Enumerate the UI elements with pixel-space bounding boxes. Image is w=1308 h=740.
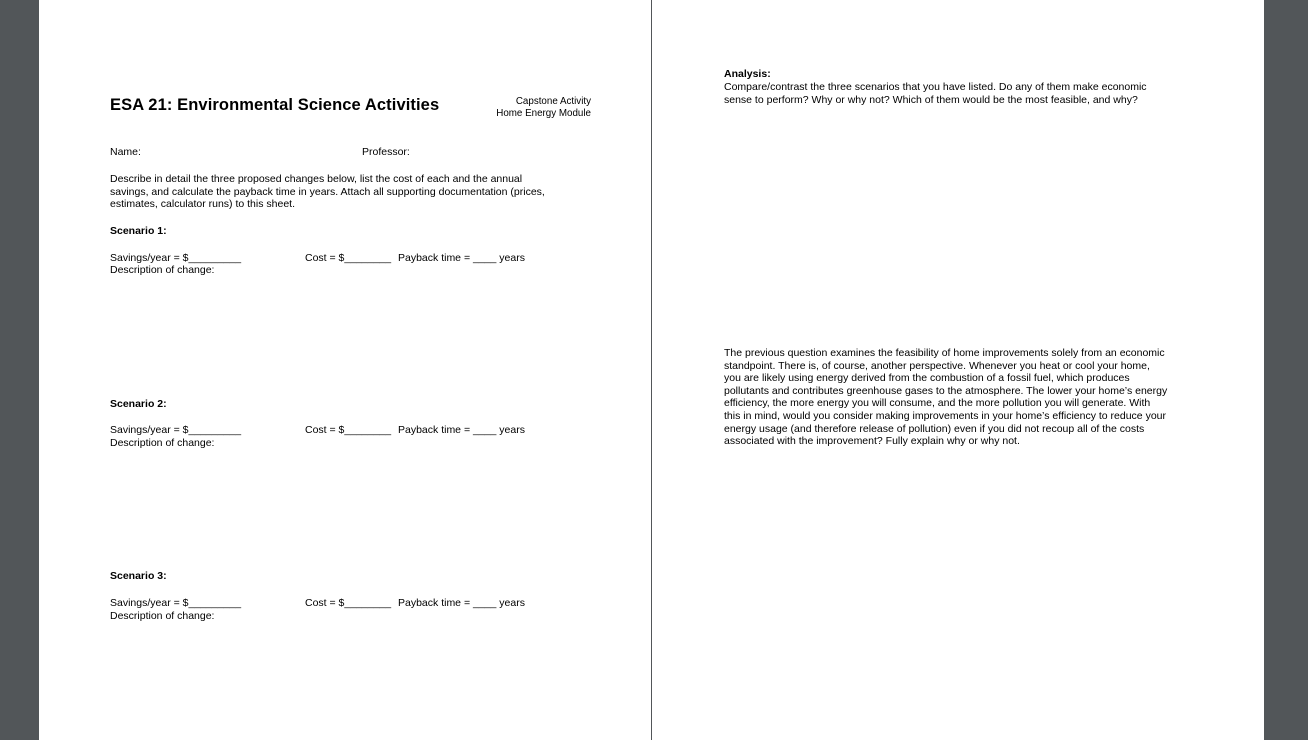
scenario-2-savings: Savings/year = $_________ bbox=[110, 424, 242, 436]
name-label: Name: bbox=[110, 146, 141, 158]
professor-label: Professor: bbox=[362, 146, 410, 158]
instructions bbox=[110, 173, 545, 211]
scenario-2-cost: Cost = $________ bbox=[305, 424, 392, 436]
analysis-question bbox=[724, 81, 1147, 106]
pollution-question-line: The previous question examines the feasibility of home improvements solely from an economic bbox=[724, 347, 1165, 359]
analysis-heading: Analysis: bbox=[724, 68, 771, 80]
header-activity: Capstone Activity bbox=[515, 96, 591, 107]
pollution-question-line: efficiency, the more energy you will consume, and the more pollution you will generate. With bbox=[724, 397, 1151, 410]
instructions-line: Describe in detail the three proposed changes below, list the cost of each and the annual bbox=[110, 173, 523, 185]
analysis-question-line: Compare/contrast the three scenarios that you have listed. Do any of them make economic bbox=[724, 81, 1147, 93]
scenario-1-description-label: Description of change: bbox=[110, 264, 215, 276]
scenario-3-cost: Cost = $________ bbox=[305, 597, 392, 609]
scenario-1-payback: Payback time = ____ years bbox=[398, 252, 525, 264]
pollution-question-line: you are likely using energy derived from the combustion of a fossil fuel, which produces bbox=[724, 372, 1130, 385]
scenario-3-payback: Payback time = ____ years bbox=[398, 597, 525, 609]
document-title: ESA 21: Environmental Science Activities bbox=[110, 96, 440, 114]
scenario-1-savings: Savings/year = $_________ bbox=[110, 252, 242, 264]
pollution-question-line: pollutants and contributes greenhouse gases to the atmosphere. The lower your home’s energy bbox=[724, 384, 1168, 397]
analysis-question-line: sense to perform? Why or why not? Which of them would be the most feasible, and why? bbox=[724, 93, 1138, 106]
header-module: Home Energy Module bbox=[496, 108, 591, 119]
pollution-question-line: energy usage (and therefore release of pollution) even if you did not recoup all of the costs bbox=[724, 422, 1145, 435]
pollution-question-line: this in mind, would you consider making improvements in your home’s efficiency to reduce your bbox=[724, 409, 1166, 422]
scenario-3-description-label: Description of change: bbox=[110, 610, 215, 622]
scenario-3-savings: Savings/year = $_________ bbox=[110, 597, 242, 609]
document-page-left bbox=[39, 0, 651, 740]
header-right bbox=[496, 96, 591, 120]
instructions-line: estimates, calculator runs) to this sheet. bbox=[110, 198, 295, 211]
instructions-line: savings, and calculate the payback time in years. Attach all supporting documentation (prices, bbox=[110, 185, 545, 198]
pollution-question bbox=[724, 347, 1167, 448]
scenario-1-heading: Scenario 1: bbox=[110, 225, 167, 237]
scenario-2-heading: Scenario 2: bbox=[110, 398, 167, 410]
scenario-1-cost: Cost = $________ bbox=[305, 252, 392, 264]
pollution-question-line: associated with the improvement? Fully explain why or why not. bbox=[724, 435, 1020, 448]
scenario-3-heading: Scenario 3: bbox=[110, 570, 167, 582]
pollution-question-line: standpoint. There is, of course, another perspective. Whenever you heat or cool your home, bbox=[724, 359, 1150, 372]
scenario-2-payback: Payback time = ____ years bbox=[398, 424, 525, 436]
scenario-2-description-label: Description of change: bbox=[110, 437, 215, 449]
document-page-right bbox=[652, 0, 1264, 740]
